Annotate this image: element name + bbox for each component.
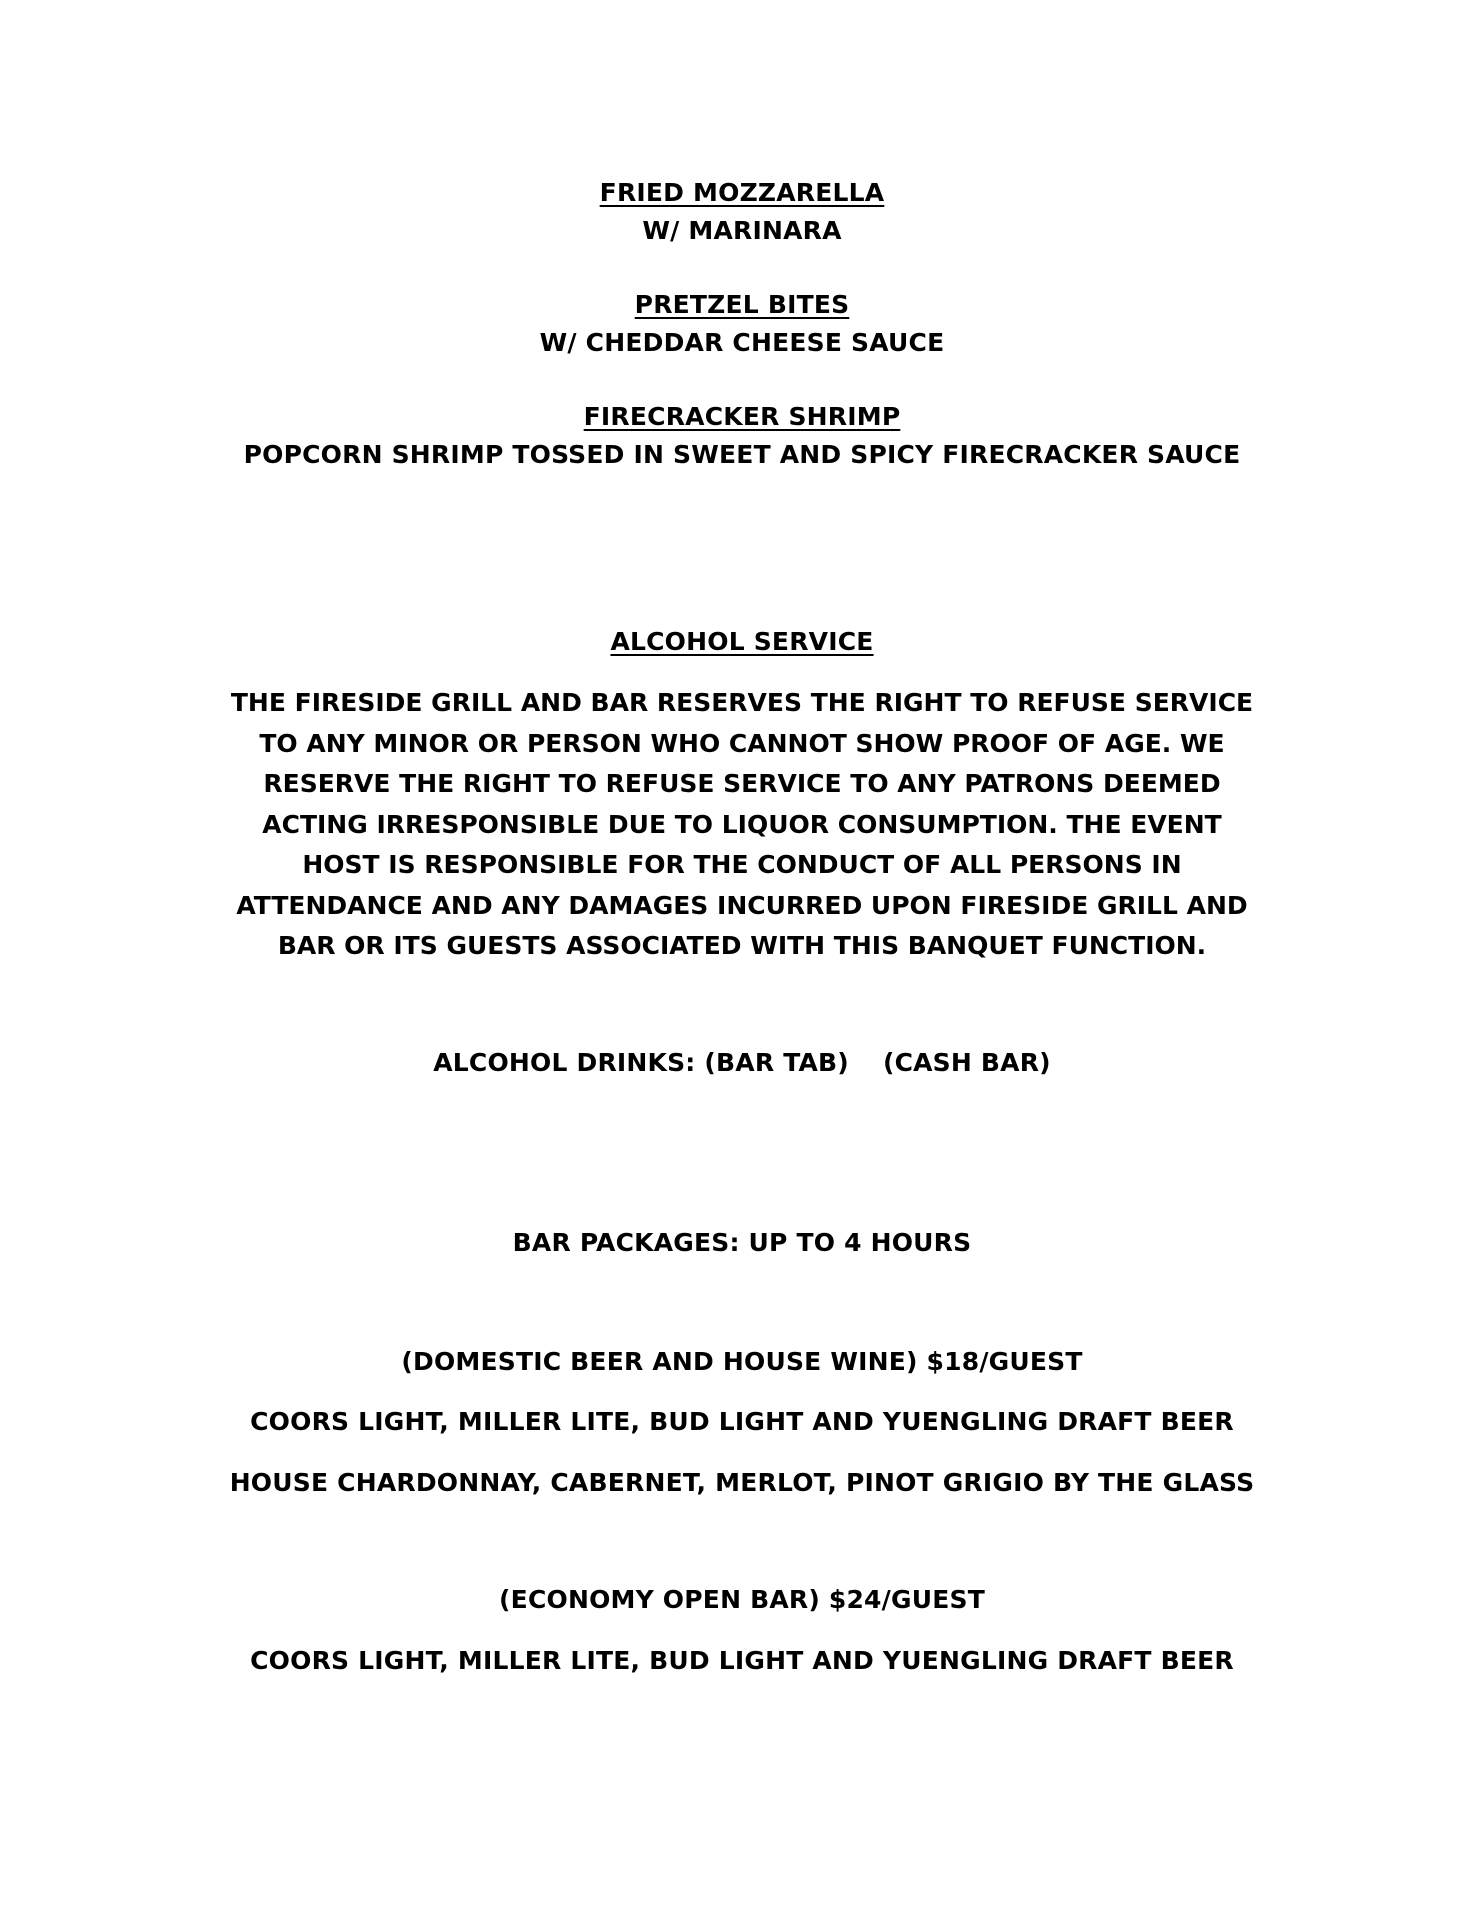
bar-packages-heading: BAR PACKAGES: UP TO 4 HOURS (512, 1228, 972, 1257)
policy-line: ATTENDANCE AND ANY DAMAGES INCURRED UPON FIRESIDE GRILL AND (236, 890, 1248, 920)
policy-line: HOST IS RESPONSIBLE FOR THE CONDUCT OF ALL PERSONS IN (302, 850, 1182, 879)
policy-line: THE FIRESIDE GRILL AND BAR RESERVES THE RIGHT TO REFUSE SERVICE (230, 688, 1254, 717)
package-title: (ECONOMY OPEN BAR) $24/GUEST (499, 1585, 985, 1614)
policy-line: TO ANY MINOR OR PERSON WHO CANNOT SHOW PROOF OF AGE. WE (259, 728, 1225, 758)
appetizer-desc: W/ CHEDDAR CHEESE SAUCE (539, 328, 945, 357)
policy-line: BAR OR ITS GUESTS ASSOCIATED WITH THIS BANQUET FUNCTION. (277, 931, 1207, 960)
appetizer-desc: POPCORN SHRIMP TOSSED IN SWEET AND SPICY FIRECRACKER SAUCE (243, 440, 1241, 469)
appetizer-name: FIRECRACKER SHRIMP (583, 402, 901, 431)
appetizer-name: PRETZEL BITES (634, 290, 850, 319)
alcohol-drinks-options (0, 1043, 1484, 1083)
appetizer-desc: W/ MARINARA (642, 216, 842, 245)
drinks-bar-tab: ALCOHOL DRINKS: (BAR TAB) (433, 1048, 849, 1077)
package-item: COORS LIGHT, MILLER LITE, BUD LIGHT AND YUENGLING DRAFT BEER (250, 1646, 1234, 1675)
package-item: COORS LIGHT, MILLER LITE, BUD LIGHT AND YUENGLING DRAFT BEER (250, 1407, 1234, 1436)
package-item: HOUSE CHARDONNAY, CABERNET, MERLOT, PINOT GRIGIO BY THE GLASS (229, 1468, 1255, 1497)
alcohol-service-heading: ALCOHOL SERVICE (610, 627, 874, 656)
alcohol-policy-paragraph (150, 683, 1334, 967)
policy-line: RESERVE THE RIGHT TO REFUSE SERVICE TO ANY PATRONS DEEMED (263, 769, 1221, 798)
package-title: (DOMESTIC BEER AND HOUSE WINE) $18/GUEST (401, 1347, 1083, 1376)
appetizer-name: FRIED MOZZARELLA (599, 178, 885, 207)
drinks-cash-bar: (CASH BAR) (882, 1048, 1051, 1077)
policy-line: ACTING IRRESPONSIBLE DUE TO LIQUOR CONSUMPTION. THE EVENT (262, 809, 1222, 839)
